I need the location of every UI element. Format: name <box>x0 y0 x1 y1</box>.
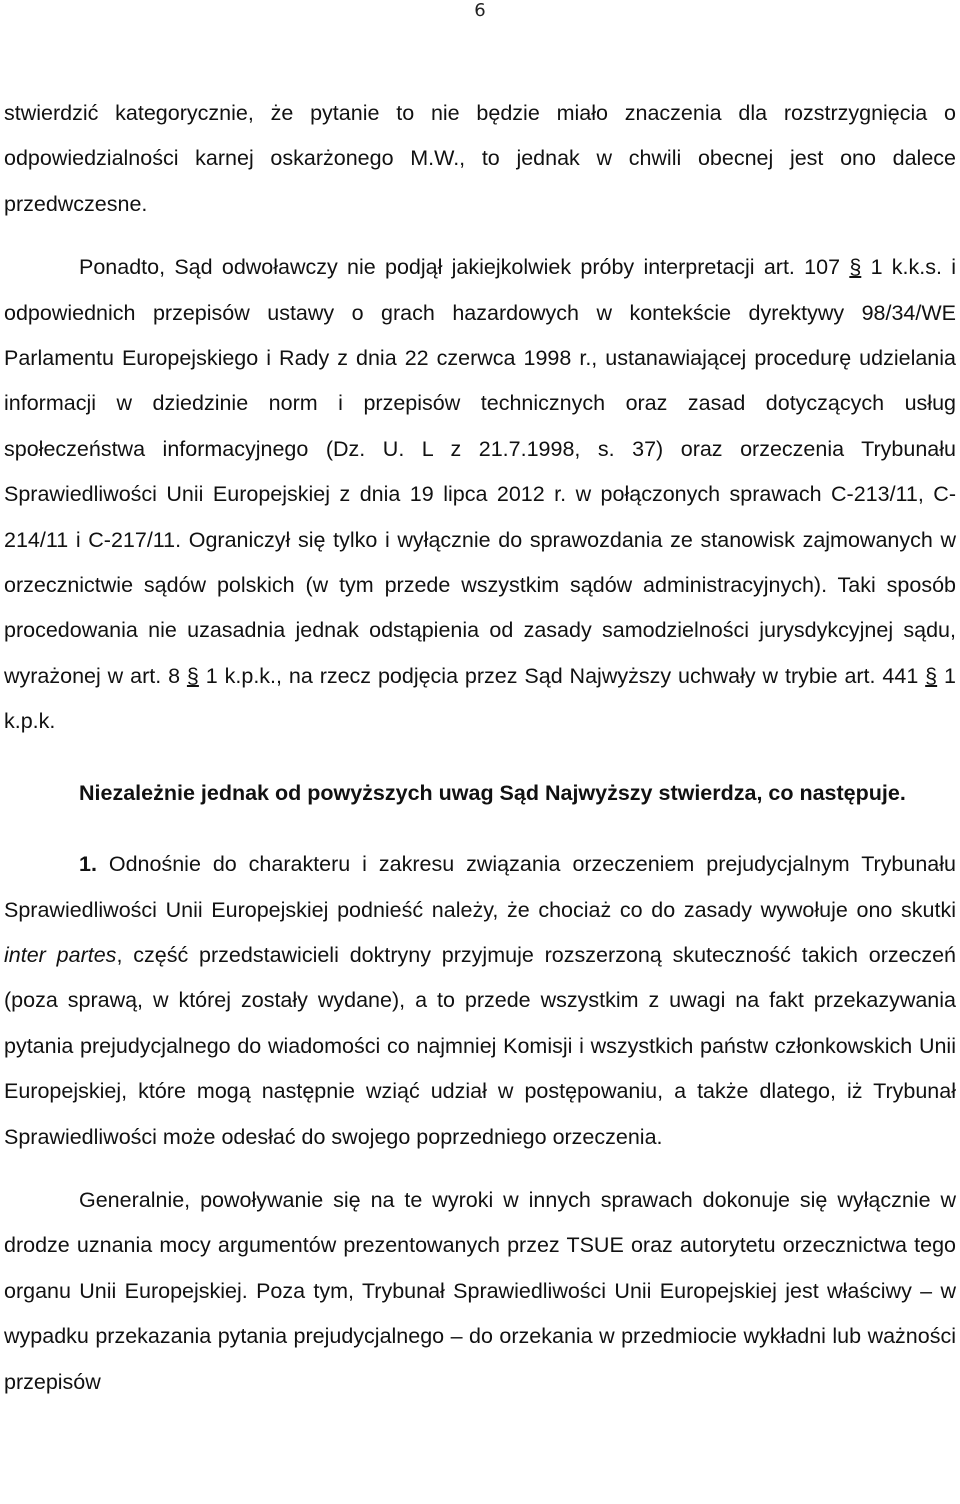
paragraph-continuation: stwierdzić kategorycznie, że pytanie to nie będzie miało znaczenia dla rozstrzygnięcia o odpowiedzialności karnej oskarżonego M.W., to jednak w chwili obecnej jest ono dalece przedwczesne. <box>4 101 956 216</box>
latin-term: inter partes <box>4 942 117 967</box>
paragraph-text: 1 k.k.s. i odpowiednich przepisów ustawy o grach hazardowych w kontekście dyrektywy 98/34/WE Parlamentu Europejskiego i Rady z dnia 22 czerwca 1998 r., ustanawiającej procedurę udzielania informacji w dziedzinie norm i przepisów technicznych oraz zasad dotyczących usług społeczeństwa informacyjnego (Dz. U. L z 21.7.1998, s. 37) oraz orzeczenia Trybunału Sprawiedliwości Unii Europejskiej z dnia 19 lipca 2012 r. w połączonych sprawach C-213/11, C-214/11 i C-217/11. Ograniczył się tylko i wyłącznie do sprawozdania ze stanowisk zajmowanych w orzecznictwie sądów polskich (w tym przede wszystkim sądów administracyjnych). Taki sposób procedowania nie uzasadnia jednak odstąpienia od zasady samodzielności jurysdykcyjnej sądu, wyrażonej w art. 8 <box>4 255 957 688</box>
section-sign: § <box>849 255 862 280</box>
paragraph-conclusion-heading: Niezależnie jednak od powyższych uwag Sąd Najwyższy stwierdza, co następuje. <box>79 780 906 805</box>
document-body <box>4 91 956 1405</box>
paragraph-point-1 <box>4 842 956 1160</box>
page-number: 6 <box>474 0 486 21</box>
paragraph-text: 1 k.p.k., na rzecz podjęcia przez Sąd Najwyższy uchwały w trybie art. 441 <box>198 663 926 688</box>
paragraph-text: Odnośnie do charakteru i zakresu związania orzeczeniem prejudycjalnym Trybunału Sprawiedliwości Unii Europejskiej podnieść należy, że chociaż co do zasady wywołuje ono skutki <box>4 852 956 922</box>
paragraph-interpretation <box>4 245 956 744</box>
paragraph-text: , część przedstawicieli doktryny przyjmuje rozszerzoną skuteczność takich orzeczeń (poza sprawą, w której zostały wydane), a to przede wszystkim z uwagi na fakt przekazywania pytania prejudycjalnego do wiadomości co najmniej Komisji i wszystkich państw członkowskich Unii Europejskiej, które mogą następnie wziąć udział w postępowaniu, a także dlatego, iż Trybunał Sprawiedliwości może odesłać do swojego poprzedniego orzeczenia. <box>4 942 956 1149</box>
section-sign: § <box>925 663 938 688</box>
point-number: 1. <box>79 852 97 877</box>
paragraph-text: 1 k.p.k. <box>4 663 956 734</box>
paragraph-text: Ponadto, Sąd odwoławczy nie podjął jakiejkolwiek próby interpretacji art. 107 <box>79 255 850 280</box>
section-sign: § <box>186 663 199 688</box>
paragraph-generally: Generalnie, powoływanie się na te wyroki w innych sprawach dokonuje się wyłącznie w drodze uznania mocy argumentów prezentowanych przez TSUE oraz autorytetu orzecznictwa tego organu Unii Europejskiej. Poza tym, Trybunał Sprawiedliwości Unii Europejskiej jest właściwy – w wypadku przekazania pytania prejudycjalnego – do orzekania w przedmiocie wykładni lub ważności przepisów <box>4 1187 956 1394</box>
